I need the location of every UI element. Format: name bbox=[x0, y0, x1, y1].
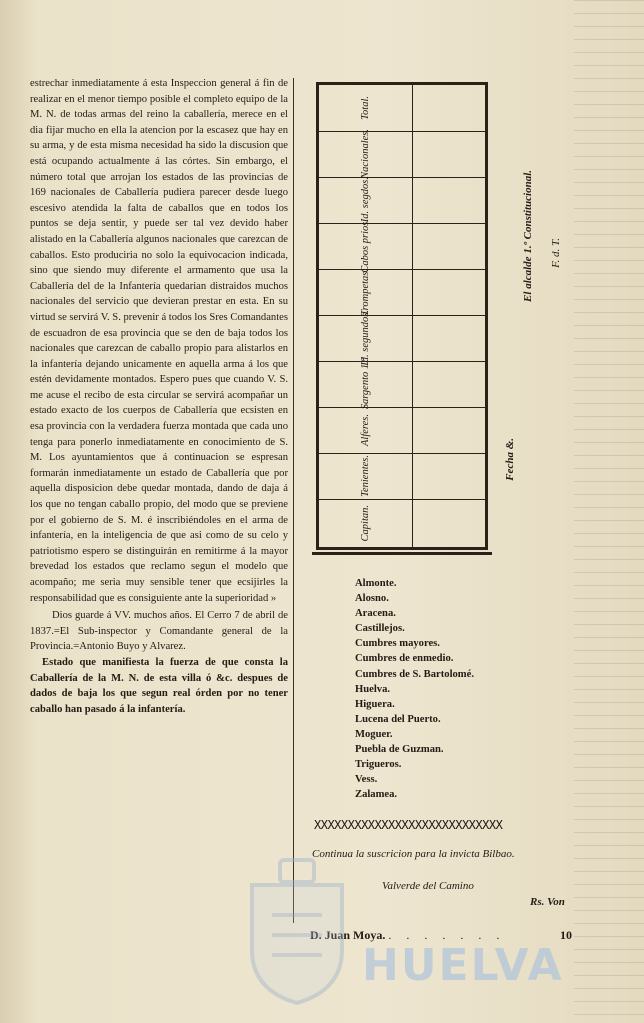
list-item: Huelva. bbox=[355, 683, 391, 695]
amount-value: 10 bbox=[560, 928, 572, 942]
table-row-label: Total. bbox=[360, 96, 371, 120]
bleed-through-shadow bbox=[574, 0, 644, 1023]
estado-heading: Estado que manifiesta la fuerza de que consta la Caballería de la M. N. de esta villa ó &c. despues de dados de baja los que segun real órden por no tener caballo han pasado á la infantería. bbox=[30, 656, 288, 715]
list-item: Cumbres de S. Bartolomé. bbox=[355, 668, 474, 680]
table-row-label: Cabos prios. bbox=[360, 219, 371, 273]
signature-name: D. Juan Moya. bbox=[310, 928, 386, 942]
watermark-text: HUELVA bbox=[362, 940, 564, 991]
list-item: Alosno. bbox=[355, 593, 389, 605]
list-item: Lucena del Puerto. bbox=[355, 713, 441, 725]
table-row-label: Capitan. bbox=[360, 504, 371, 542]
list-item: Puebla de Guzman. bbox=[355, 744, 444, 756]
leader-dots: . . . . . . . bbox=[388, 928, 506, 942]
column-divider bbox=[293, 78, 294, 923]
table-row-label: Nacionales. bbox=[360, 129, 371, 179]
list-item: Cumbres mayores. bbox=[355, 638, 440, 650]
list-item: Zalamea. bbox=[355, 789, 398, 801]
list-item: Cumbres de enmedio. bbox=[355, 653, 454, 665]
list-item: Aracena. bbox=[355, 608, 396, 620]
left-column bbox=[30, 76, 288, 717]
fecha-label: Fecha &. bbox=[504, 438, 516, 481]
table-row-label: Id. segdos. bbox=[360, 177, 371, 223]
fdet-label: F. d. T. bbox=[550, 238, 562, 268]
list-item: Trigueros. bbox=[355, 759, 402, 771]
table-row-label: Alferes. bbox=[360, 414, 371, 446]
list-item: Castillejos. bbox=[355, 623, 405, 635]
town-list bbox=[355, 576, 474, 802]
list-item: Higuera. bbox=[355, 698, 395, 710]
table-row-label: Id. segundos. bbox=[360, 310, 371, 366]
table-row-label: Tenientes. bbox=[360, 455, 371, 497]
ornamental-divider: XXXXXXXXXXXXXXXXXXXXXXXXXXXX bbox=[314, 818, 503, 832]
currency-label: Rs. Von bbox=[530, 896, 565, 908]
alcalde-label: El alcalde 1.º Constitucional. bbox=[522, 170, 534, 302]
circular-body-paragraph: estrechar inmediatamente á esta Inspeccion general á fin de realizar en el menor tiempo posible el completo equipo de la M. N. de todas armas del reino la caballería, merece en el dia fijar mucho en ella la atencion por la escasez que hay en su arma, y de esta misma necesidad ha sido la discusion que está ocupando actualmente á las córtes. Sin embargo, el número total que arrojan los estados de las provincias de 169 nacionales de Caballería pudiera parecer desde luego escesivo atendida la falta de caballos que en todos los puntos se deja sentir, y puede ser tal vez devido haber alistado en la Caballería algunos nacionales que carezcan de caballos. Esto produciria no solo la equivocacion indicada, sino que siendo muy diferente el armamento que usa la Caballería del de la Infantería quedarian distraidos muchos nacionales del servicio que devieran prestar en esta. En su virtud se servirá V. S. prevenir á todos los Sres Comandantes de escuadron de esa provincia que se den de baja todos los nacionales que carezcan de caballo propio para alistarlos en la infantería dejando unicamente en aquella arma á los que estén devidamente montados. Espero pues que cuando V. S. me acuse el recibo de esta circular se servirá acompañar un estado exacto de los cuerpos de Caballería que ecsisten en esa provincia con la verdadera fuerza montada que cada uno tenga para ponerlo inmediatamente en conocimiento de S. M. Los ayuntamientos que á continuacion se espresan formarán inmediatamente un estado de Caballería que por aquella disposicion debe quedar montada, dando de daja á los que no tengan caballo propio, del modo que se previene por el gobierno de S. M. é inscribiéndoles en el arma de infantería, en la inteligencia de que asi como de su celo y patriotismo espero se distinguirán en remitirme á la mayor brevedad los estados que reclamo segun el modelo que acompaño; me seria muy sensible tener que ecsijirles la responsabilidad que es consiguiente ante la superioridad » bbox=[30, 78, 288, 604]
place-name: Valverde del Camino bbox=[382, 880, 474, 892]
table-row-label: Trompetas. bbox=[360, 268, 371, 316]
closing-paragraph: Dios guarde á VV. muchos años. El Cerro 7 de abril de 1837.=El Sub-inspector y Comandante general de la Provincia.=Antonio Buyo y Alvarez. bbox=[30, 610, 288, 653]
table-bottom-rule bbox=[312, 552, 492, 555]
list-item: Moguer. bbox=[355, 728, 393, 740]
subscription-note: Continua la suscricion para la invicta Bilbao. bbox=[312, 848, 515, 860]
table-row-label: Sargento 1.º bbox=[360, 358, 371, 410]
list-item: Vess. bbox=[355, 774, 378, 786]
list-item: Almonte. bbox=[355, 578, 397, 589]
table-column-divider bbox=[412, 85, 413, 547]
cavalry-table bbox=[316, 82, 488, 550]
